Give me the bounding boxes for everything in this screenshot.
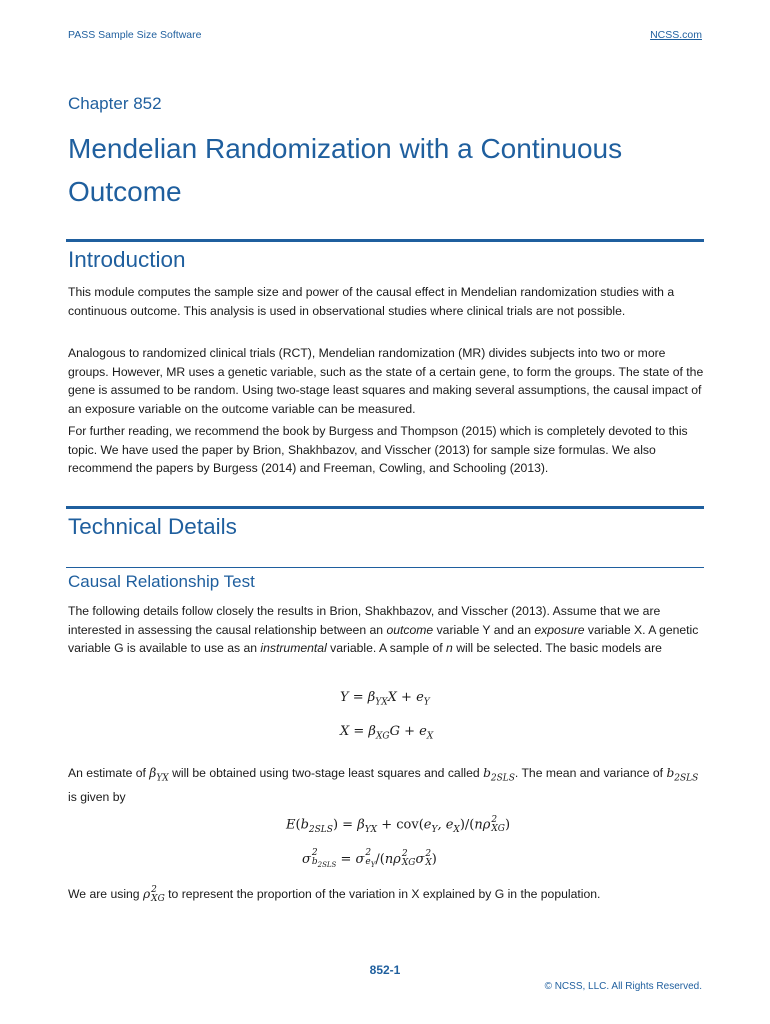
subsection-divider [66, 567, 704, 568]
equation-mean-b2sls: $E(b_{2SLS}) = \beta_{YX} + cov(e_Y$, $e_X)/(n\rho$ 2 XG ) [286, 815, 511, 836]
intro-heading: Introduction [68, 247, 186, 272]
technical-heading: Technical Details [68, 514, 237, 539]
technical-paragraph-3: We are using ρ 2 XG to represent the proportion of the variation in X explained by G in the population. [68, 884, 601, 904]
equation-exposure-model: $X = \beta_{XG}G + e_X$ [340, 724, 434, 742]
header-ncss-link[interactable]: NCSS.com [650, 29, 702, 41]
equation-outcome-model: $Y = \beta_{YX}X + e_Y$ [340, 690, 430, 708]
page-title: Mendelian Randomization with a Continuous Outcome [68, 133, 623, 207]
intro-paragraph-2: Analogous to randomized clinical trials (RCT), Mendelian randomization (MR) divides subjects into two or more groups. However, MR uses a genetic variable, such as the state of a certain gene, to form the groups. The state of the gene is assumed to be random. Using two-stage least squares and making several assumptions, the causal impact of an exposure variable on the outcome variable can be measured. [68, 346, 704, 416]
copyright-notice: © NCSS, LLC. All Rights Reserved. [544, 981, 702, 992]
intro-paragraph-3: For further reading, we recommend the book by Burgess and Thompson (2015) which is completely devoted to this topic. We have used the paper by Brion, Shakhbazov, and Visscher (2013) for sample size formulas. We also recommend the papers by Burgess (2014) and Freeman, Cowling, and Schooling (2013). [68, 424, 688, 475]
intro-divider [66, 239, 704, 242]
intro-paragraph-1: This module computes the sample size and power of the causal effect in Mendelian randomization studies with a continuous outcome. This analysis is used in observational studies where clinical trials are not possible. [68, 285, 675, 318]
page-number: 852-1 [369, 963, 401, 977]
header-software-name: PASS Sample Size Software [68, 29, 202, 41]
equation-variance-b2sls: σ 2 $b_{2SLS}$ = σ 2 $e_Y$ /(nρ 2 XG σ 2 X ) [302, 848, 437, 869]
technical-paragraph-1: The following details follow closely the results in Brion, Shakhbazov, and Visscher (2013). Assume that we are interested in assessing the causal relationship between an outcome variable Y and an exposure variable X. A genetic variable G is available to use as an instrumental variable. A sample of n will be selected. The basic models are [68, 604, 699, 655]
technical-paragraph-2: An estimate of $\beta_{YX}$ will be obtained using two-stage least squares and called $b_{2SLS}$. The mean and variance of $b_{2SLS}$ is given by [68, 766, 699, 804]
technical-divider [66, 506, 704, 509]
causal-test-heading: Causal Relationship Test [68, 572, 255, 591]
chapter-number: Chapter 852 [68, 94, 162, 113]
